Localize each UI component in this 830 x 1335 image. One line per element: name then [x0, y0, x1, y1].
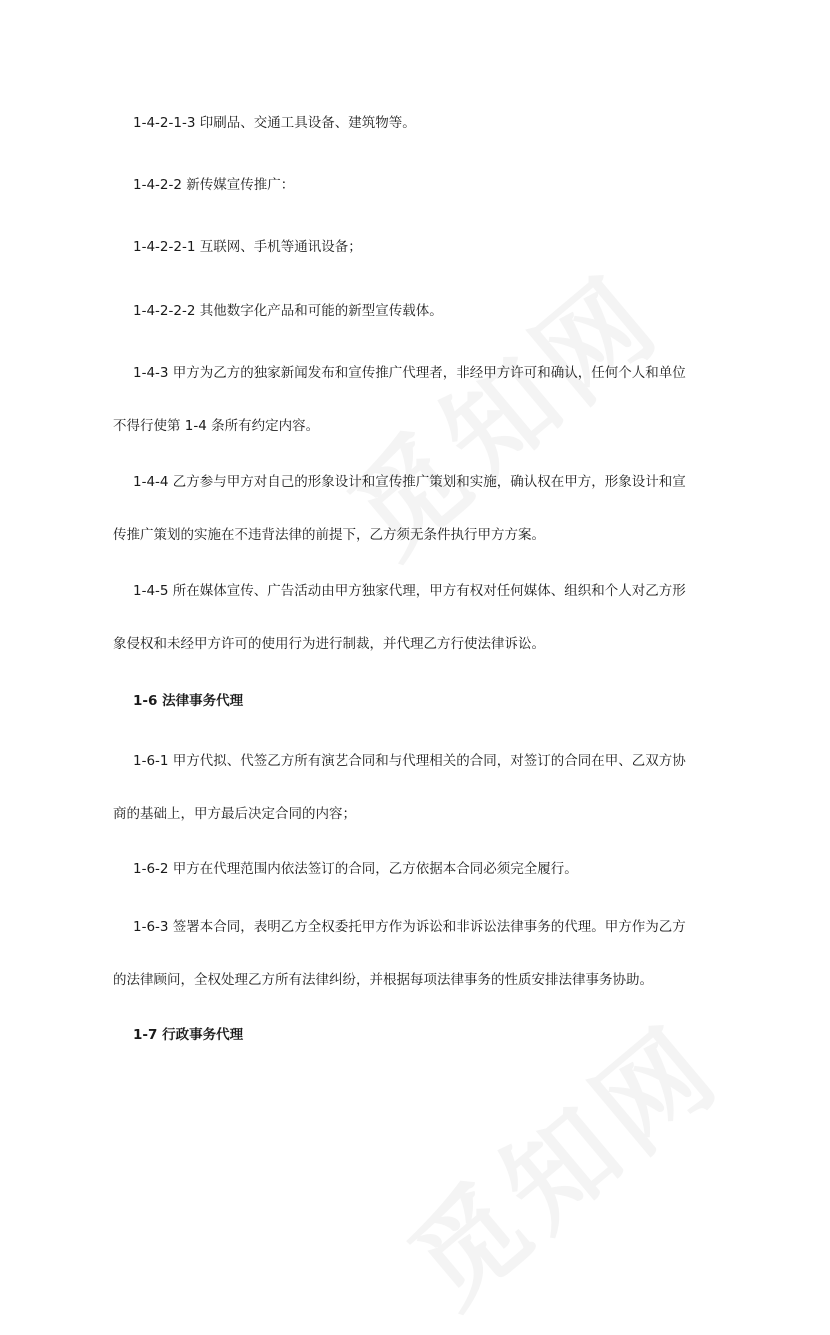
clause-text: 1-4-2-2-1 互联网、手机等通讯设备；: [133, 239, 362, 255]
clause-text: 1-6-2 甲方在代理范围内依法签订的合同，乙方依据本合同必须完全履行。: [133, 861, 578, 877]
heading-text: 1-7 行政事务代理: [133, 1027, 244, 1043]
section-heading-1-7: [133, 1009, 719, 1062]
clause-1-6-3: [113, 901, 719, 1007]
clause-1-4-4: [113, 456, 719, 562]
clause-1-4-2-2-1: [133, 221, 719, 274]
clause-text: 1-4-2-2 新传媒宣传推广：: [133, 177, 295, 193]
clause-text-line-2: 不得行使第 1-4 条所有约定内容。: [113, 418, 320, 434]
clause-1-4-5: [113, 565, 719, 671]
clause-1-4-3: [113, 347, 719, 453]
clause-text-line-1: 1-6-1 甲方代拟、代签乙方所有演艺合同和与代理相关的合同，对签订的合同在甲、乙双方协: [133, 753, 686, 769]
clause-text-line-1: 1-6-3 签署本合同，表明乙方全权委托甲方作为诉讼和非诉讼法律事务的代理。甲方作为乙方: [133, 919, 686, 935]
clause-text-line-1: 1-4-4 乙方参与甲方对自己的形象设计和宣传推广策划和实施，确认权在甲方，形象设计和宣: [133, 474, 686, 490]
clause-text-line-1: 1-4-3 甲方为乙方的独家新闻发布和宣传推广代理者，非经甲方许可和确认，任何个人和单位: [133, 365, 686, 381]
clause-1-4-2-1-3: [133, 97, 719, 150]
clause-text-line-1: 1-4-5 所在媒体宣传、广告活动由甲方独家代理，甲方有权对任何媒体、组织和个人对乙方形: [133, 583, 686, 599]
clause-text: 1-4-2-1-3 印刷品、交通工具设备、建筑物等。: [133, 115, 416, 131]
section-heading-1-6: [133, 675, 719, 728]
clause-text-line-2: 商的基础上，甲方最后决定合同的内容；: [113, 806, 356, 822]
clause-text-line-2: 的法律顾问，全权处理乙方所有法律纠纷，并根据每项法律事务的性质安排法律事务协助。: [113, 972, 653, 988]
clause-1-6-2: [133, 843, 719, 896]
clause-text-line-2: 传推广策划的实施在不违背法律的前提下，乙方须无条件执行甲方方案。: [113, 527, 545, 543]
clause-text-line-2: 象侵权和未经甲方许可的使用行为进行制裁，并代理乙方行使法律诉讼。: [113, 636, 545, 652]
clause-1-4-2-2: [133, 159, 719, 212]
heading-text: 1-6 法律事务代理: [133, 693, 244, 709]
clause-1-6-1: [113, 735, 719, 841]
clause-1-4-2-2-2: [133, 285, 719, 338]
clause-text: 1-4-2-2-2 其他数字化产品和可能的新型宣传载体。: [133, 303, 443, 319]
